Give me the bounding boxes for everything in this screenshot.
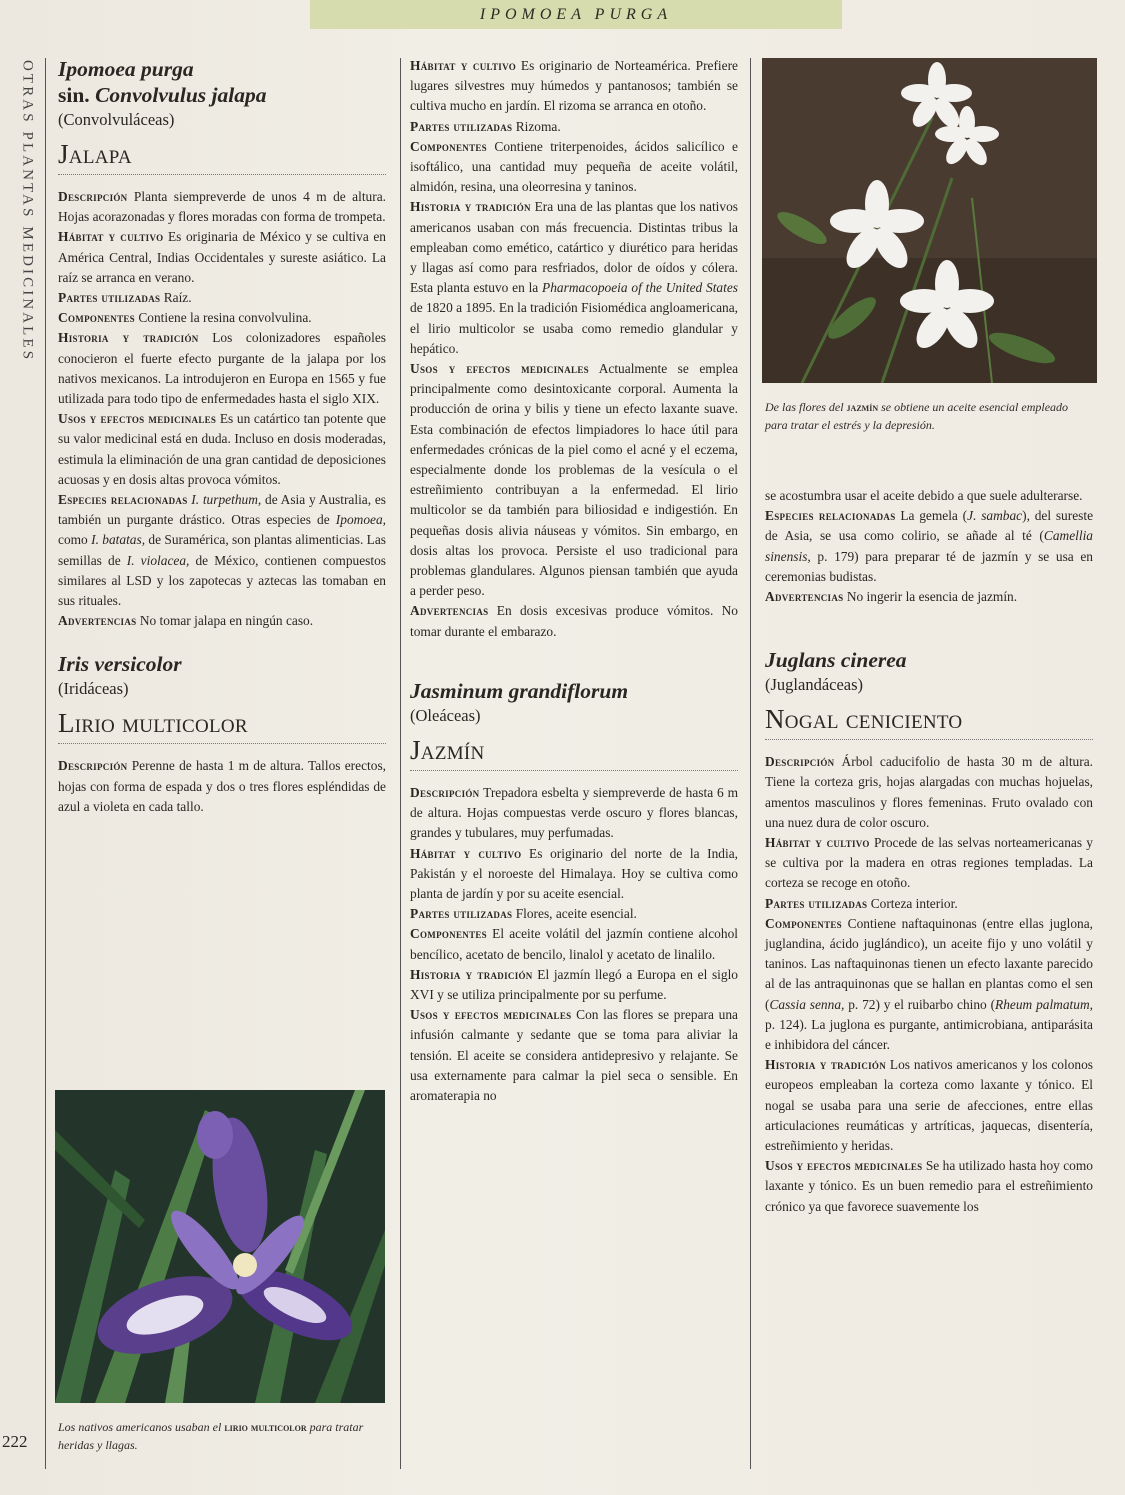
label: Partes utilizadas: [58, 290, 161, 306]
text: Rheum palmatum,: [995, 996, 1093, 1012]
label: Componentes: [410, 926, 487, 942]
jasminum-latin-name: Jasminum grandiflorum: [410, 678, 629, 703]
jasminum-history: [410, 965, 738, 1005]
label: Usos y efectos medicinales: [58, 411, 217, 427]
label: Partes utilizadas: [410, 118, 513, 134]
text: Flores, aceite esencial.: [512, 906, 637, 922]
text: No ingerir la esencia de jazmín.: [843, 589, 1018, 605]
text: Es originario de Norteamérica. Prefiere lugares silvestres muy húmedos y pantanosos; también se cultiva mucho en jardín. El rizoma se arranca en otoño.: [410, 58, 738, 114]
caption-text: Los nativos americanos usaban el: [58, 1420, 225, 1434]
label: Advertencias: [765, 589, 844, 605]
jasmine-photo: [762, 58, 1097, 383]
text: Contiene la resina convolvulina.: [134, 310, 312, 326]
synonym-latin: Convolvulus jalapa: [95, 83, 267, 107]
ipomoea-history: [58, 328, 386, 409]
text: Planta siempreverde de unos 4 m de altura. Hojas acorazonadas y flores moradas con forma de trompeta.: [58, 189, 386, 225]
column-divider: [45, 58, 46, 1469]
label: Partes utilizadas: [410, 906, 513, 922]
jasminum-habitat: [410, 844, 738, 905]
label: Especies relacionadas: [765, 508, 896, 524]
caption-text: para tratar heridas y llagas.: [58, 1420, 364, 1452]
label: Usos y efectos medicinales: [765, 1158, 923, 1174]
text: La gemela (: [895, 508, 968, 524]
caption-text: se obtiene un aceite esencial empleado para tratar el estrés y la depresión.: [765, 400, 1069, 432]
juglans-history: [765, 1055, 1093, 1156]
jasminum-components: [410, 924, 738, 964]
caption-text: De las flores del: [765, 400, 847, 414]
text: de Asia y Australia, es también un purgante drástico. Otras especies de: [58, 492, 386, 528]
text: ), del sureste de Asia, se usa como colirio, se añade al té (: [765, 508, 1094, 544]
juglans-components: [765, 914, 1093, 1055]
label: Partes utilizadas: [765, 895, 868, 911]
text: En dosis excesivas produce vómitos. No tomar durante el embarazo.: [410, 603, 738, 639]
text: J. sambac: [967, 508, 1023, 524]
text: como: [58, 532, 92, 548]
text: Los colonizadores españoles conocieron el fuerte efecto purgante de la jalapa por los nativos mexicanos. La introdujeron en Europa en 1565 y fue utilizada para todo tipo de enfermedades hasta el siglo XIX.: [58, 330, 386, 407]
section-gap: [58, 631, 386, 651]
jasminum-family: (Oleáceas): [410, 705, 481, 725]
text: Camellia sinensis,: [765, 528, 1093, 564]
jasminum-warnings: [765, 587, 1093, 607]
text: I. batatas,: [91, 532, 146, 548]
column-1: [58, 56, 386, 817]
text: p. 179) para preparar té de jazmín y se usa en ceremonias budistas.: [765, 548, 1093, 584]
text: Pharmacopoeia of the United States: [542, 280, 738, 296]
heading-rule: [410, 770, 738, 771]
label: Hábitat y cultivo: [410, 58, 517, 73]
heading-rule: [58, 743, 386, 744]
column-divider: [400, 58, 401, 1469]
ipomoea-synonym: [58, 82, 386, 108]
text: de 1820 a 1895. En la tradición Fisiomédica angloamericana, el lirio multicolor se usaba como remedio glandular y hepático.: [410, 300, 738, 356]
ipomoea-components: [58, 308, 386, 328]
jasminum-uses: [410, 1005, 738, 1106]
iris-uses: [410, 359, 738, 601]
label: Usos y efectos medicinales: [410, 361, 589, 377]
text: de México, contienen compuestos similares al LSD y los zapotecas y aztecas las tomaban en sus rituales.: [58, 552, 386, 609]
jasmine-flower-illustration: [762, 58, 1097, 383]
text: Contiene naftaquinonas (entre ellas juglona, juglandina, ácido juglándico), un aceite fijo y uno volátil y taninos. Las naftaquinonas tienen un efecto laxante parecido al de las antraquinonas que se hallan en plantas como el sen (: [765, 915, 1093, 1012]
jasminum-related: [765, 506, 1093, 587]
text: Árbol caducifolio de hasta 30 m de altura. Tiene la corteza gris, hojas alargadas con muchas hojuelas, amentos masculinos y flores femeninas. Fruto ovalado con una nuez dura de color oscuro.: [765, 754, 1093, 830]
juglans-common-name: Nogal ceniciento: [765, 704, 963, 735]
text: Es originario del norte de la India, Pakistán y el noroeste del Himalaya. Hoy se cultiva como planta de jardín y por su aceite esencial.: [410, 845, 738, 901]
section-gap: [765, 607, 1093, 647]
label: Historia y tradición: [410, 966, 533, 982]
ipomoea-latin-name: Ipomoea purga: [58, 57, 194, 81]
iris-habitat: [410, 56, 738, 117]
label: Advertencias: [58, 613, 137, 629]
heading-rule: [765, 739, 1093, 740]
iris-components: [410, 137, 738, 198]
label: Advertencias: [410, 603, 489, 619]
juglans-parts: [765, 894, 1093, 914]
label: Historia y tradición: [58, 330, 199, 346]
sidebar-text: OTRAS PLANTAS MEDICINALES: [19, 60, 36, 363]
text: de Suramérica, son plantas alimenticias. Las semillas de: [58, 532, 386, 568]
text: Corteza interior.: [867, 895, 958, 911]
text: El jazmín llegó a Europa en el siglo XVI y se utiliza principalmente por su perfume.: [410, 966, 738, 1002]
iris-latin-name: Iris versicolor: [58, 652, 182, 677]
text: I. turpethum,: [191, 492, 262, 508]
caption-plant-name: lirio multicolor: [224, 1420, 307, 1434]
jasminum-common-name: Jazmín: [410, 734, 485, 765]
text: Con las flores se prepara una infusión calmante y sedante que se toma para aliviar la tensión. El aceite se considera antidepresivo y relajante. Se usa externamente para calmar la piel seca o sensible. En aromaterapia no: [410, 1007, 738, 1103]
text: Cassia senna,: [769, 996, 845, 1012]
jasminum-parts: [410, 904, 738, 924]
page-number: 222: [2, 1432, 28, 1451]
label: Componentes: [58, 310, 135, 326]
text: Raíz.: [160, 290, 192, 306]
ipomoea-warnings: [58, 611, 386, 631]
juglans-habitat: [765, 833, 1093, 894]
label: Especies relacionadas: [58, 492, 188, 508]
text: Perenne de hasta 1 m de altura. Tallos erectos, hojas con forma de espada y dos o tres flores espléndidas de azul a violeta en cada tallo.: [58, 758, 386, 814]
iris-family: (Iridáceas): [58, 679, 129, 699]
label: Historia y tradición: [410, 199, 531, 215]
label: Descripción: [765, 754, 835, 770]
text: Procede de las selvas norteamericanas y se cultiva por la madera en otras regiones templadas. La corteza se recoge en otoño.: [765, 835, 1093, 891]
label: Hábitat y cultivo: [765, 835, 870, 851]
caption-plant-name: jazmín: [846, 400, 879, 414]
label: Descripción: [58, 758, 128, 774]
text: Ipomoea,: [335, 512, 386, 528]
iris-parts: [410, 117, 738, 137]
section-sidebar: [13, 60, 41, 470]
section-gap: [410, 642, 738, 678]
ipomoea-family: (Convolvuláceas): [58, 110, 175, 129]
ipomoea-uses: [58, 409, 386, 490]
running-header-title: IPOMOEA PURGA: [479, 5, 673, 23]
ipomoea-description: [58, 187, 386, 227]
text: No tomar jalapa en ningún caso.: [136, 613, 314, 629]
heading-rule: [58, 174, 386, 175]
text: Era una de las plantas que los nativos americanos usaban con más frecuencia. Distintas tribus la empleaban como emético, catártico y diurético para heridas y llagas así como para resfriados, dolor de oídos y cólera. Esta planta estuvo en la: [410, 199, 738, 296]
ipomoea-parts: [58, 288, 386, 308]
iris-history: [410, 197, 738, 359]
juglans-family: (Juglandáceas): [765, 675, 864, 695]
iris-description: [58, 756, 386, 817]
label: Usos y efectos medicinales: [410, 1007, 572, 1023]
label: Componentes: [410, 138, 487, 154]
iris-warnings: [410, 601, 738, 641]
juglans-latin-name: Juglans cinerea: [765, 648, 907, 673]
text: p. 72) y el ruibarbo chino (: [844, 996, 996, 1012]
text: p. 124). La juglona es purgante, antimicrobiana, antiparásita e inhibidora del cáncer.: [765, 1016, 1093, 1053]
text: I. violacea,: [126, 552, 190, 568]
text: Los nativos americanos y los colonos europeos empleaban la corteza como laxante y tónico. El nogal se usaba para una serie de afecciones, entre ellas articulaciones reumáticas y artríticas, jaquecas, disentería, estreñimiento y heridas.: [765, 1057, 1093, 1154]
juglans-description: [765, 752, 1093, 833]
text: Es un catártico tan potente que su valor medicinal está en duda. Incluso en dosis moderadas, estimula la eliminación de una gran cantidad de deposiciones acuosas y en dosis altas provoca vómitos.: [58, 411, 386, 487]
label: Descripción: [410, 784, 480, 800]
ipomoea-common-name: Jalapa: [58, 139, 132, 169]
text: Se ha utilizado hasta hoy como laxante y tónico. Es un buen remedio para el estreñimiento crónico ya que favorece suavemente los: [765, 1158, 1093, 1214]
ipomoea-related: [58, 490, 386, 611]
iris-photo: [55, 1090, 385, 1403]
iris-flower-illustration: [55, 1090, 385, 1403]
jasmine-caption: [765, 398, 1085, 434]
text: Es originaria de México y se cultiva en América Central, Indias Occidentales y sureste asiático. La raíz se arranca en verano.: [58, 229, 386, 285]
label: Hábitat y cultivo: [58, 229, 164, 245]
column-divider: [750, 58, 751, 1469]
label: Hábitat y cultivo: [410, 845, 522, 861]
column-2: [410, 56, 738, 1106]
jasminum-continued: se acostumbra usar el aceite debido a que suele adulterarse.: [765, 488, 1083, 503]
text: Rizoma.: [512, 118, 561, 134]
text: Actualmente se emplea principalmente como desintoxicante corporal. Aumenta la producción de orina y bilis y tiene un efecto laxante suave. Esta combinación de efectos limpiadores lo hace útil para enfermedades crónicas de la piel como el acné y el eczema, especialmente donde los problemas de la vesícula o el estreñimiento contribuyan a la enfermedad. El lirio multicolor se da también para biliosidad e indigestión. En pequeñas dosis alivia náuseas y vómitos. Sin embargo, en dosis altas los provoca. Persiste el uso tradicional para problemas glandulares. Algunos piensan también que ayuda a perder peso.: [410, 361, 739, 599]
jasminum-description: [410, 783, 738, 844]
iris-common-name: Lirio multicolor: [58, 708, 248, 739]
synonym-prefix: sin.: [58, 83, 90, 107]
juglans-uses: [765, 1156, 1093, 1217]
ipomoea-habitat: [58, 227, 386, 288]
text: Trepadora esbelta y siempreverde de hasta 6 m de altura. Hojas compuestas verde oscuro y flores blancas, grandes y tubulares, muy perfumadas.: [410, 784, 738, 841]
label: Historia y tradición: [765, 1057, 887, 1073]
label: Componentes: [765, 915, 842, 931]
column-3: [765, 486, 1093, 1217]
text: El aceite volátil del jazmín contiene alcohol bencílico, acetato de bencilo, linalol y acetato de linalilo.: [410, 926, 738, 962]
running-header: [310, 0, 842, 29]
label: Descripción: [58, 189, 128, 204]
text: Contiene triterpenoides, ácidos salicílico e isoftálico, una cantidad muy pequeña de aceite volátil, almidón, resina, una oleorresina y taninos.: [410, 138, 738, 195]
iris-caption: [58, 1418, 388, 1454]
